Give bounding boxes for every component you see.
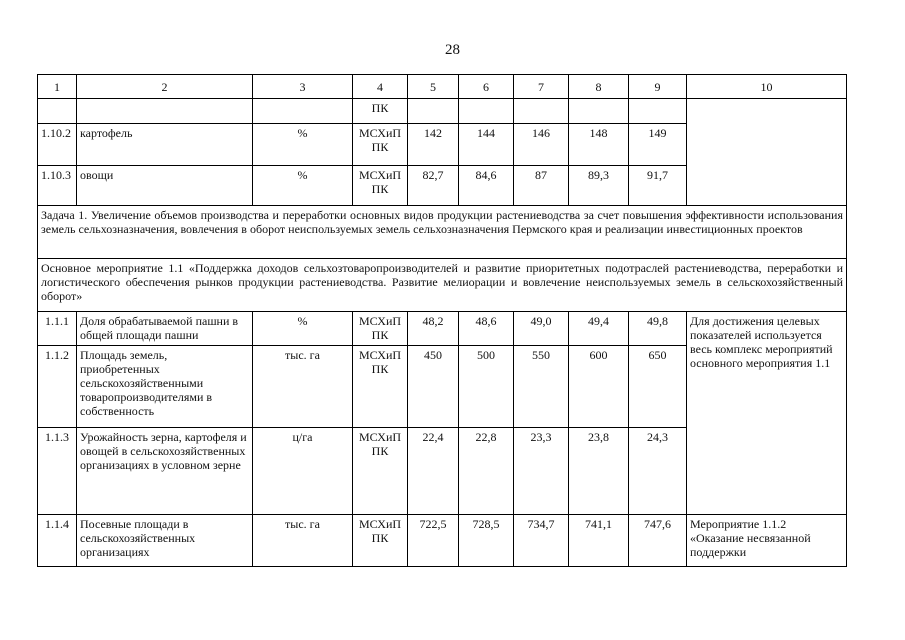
row-value: 450 bbox=[408, 346, 459, 428]
row-value: 650 bbox=[629, 346, 687, 428]
row-value: 142 bbox=[408, 124, 459, 166]
row-value bbox=[629, 99, 687, 124]
table-row bbox=[38, 515, 847, 567]
row-name: Урожайность зерна, картофеля и овощей в сельскохозяйственных организациях в условном зерне bbox=[77, 428, 253, 515]
row-id: 1.1.1 bbox=[38, 312, 77, 346]
row-unit: тыс. га bbox=[253, 346, 353, 428]
header-cell: 1 bbox=[38, 75, 77, 99]
table-header-row bbox=[38, 75, 847, 99]
row-value: 48,2 bbox=[408, 312, 459, 346]
row-id bbox=[38, 99, 77, 124]
row-value bbox=[408, 99, 459, 124]
row-org: МСХиП ПК bbox=[353, 346, 408, 428]
row-value: 22,8 bbox=[459, 428, 514, 515]
row-value: 49,8 bbox=[629, 312, 687, 346]
row-value: 87 bbox=[514, 166, 569, 206]
row-value bbox=[569, 99, 629, 124]
row-value: 23,3 bbox=[514, 428, 569, 515]
row-name: Посевные площади в сельскохозяйственных организациях bbox=[77, 515, 253, 567]
header-cell: 9 bbox=[629, 75, 687, 99]
page-number: 28 bbox=[445, 42, 460, 58]
row-value: 747,6 bbox=[629, 515, 687, 567]
row-org: МСХиП ПК bbox=[353, 124, 408, 166]
event-row bbox=[38, 259, 847, 312]
header-cell: 4 bbox=[353, 75, 408, 99]
row-id: 1.1.3 bbox=[38, 428, 77, 515]
row-value: 89,3 bbox=[569, 166, 629, 206]
row-name bbox=[77, 99, 253, 124]
table-row bbox=[38, 312, 847, 346]
row-note-empty bbox=[687, 99, 847, 206]
header-cell: 10 bbox=[687, 75, 847, 99]
row-org: ПК bbox=[353, 99, 408, 124]
row-value: 144 bbox=[459, 124, 514, 166]
row-value: 550 bbox=[514, 346, 569, 428]
row-value: 24,3 bbox=[629, 428, 687, 515]
row-value: 148 bbox=[569, 124, 629, 166]
row-value: 49,4 bbox=[569, 312, 629, 346]
row-value: 722,5 bbox=[408, 515, 459, 567]
header-cell: 5 bbox=[408, 75, 459, 99]
row-value bbox=[514, 99, 569, 124]
event-text: Основное мероприятие 1.1 «Поддержка доходов сельхозтоваропроизводителей и развитие приоритетных подотраслей растениеводства, переработки и логистического обеспечения рынков продукции растениеводства. Развитие мелиорации и вовлечение неиспользуемых земель в сельскохозяйственный оборот» bbox=[38, 259, 847, 312]
row-org: МСХиП ПК bbox=[353, 515, 408, 567]
row-value: 146 bbox=[514, 124, 569, 166]
row-unit: % bbox=[253, 166, 353, 206]
row-org: МСХиП ПК bbox=[353, 312, 408, 346]
task-row bbox=[38, 206, 847, 259]
row-value: 741,1 bbox=[569, 515, 629, 567]
row-value: 728,5 bbox=[459, 515, 514, 567]
row-note: Мероприятие 1.1.2 «Оказание несвязанной поддержки bbox=[687, 515, 847, 567]
header-cell: 2 bbox=[77, 75, 253, 99]
header-cell: 8 bbox=[569, 75, 629, 99]
indicators-table bbox=[37, 74, 847, 567]
row-unit: тыс. га bbox=[253, 515, 353, 567]
row-org: МСХиП ПК bbox=[353, 166, 408, 206]
row-value: 91,7 bbox=[629, 166, 687, 206]
row-value: 500 bbox=[459, 346, 514, 428]
row-org: МСХиП ПК bbox=[353, 428, 408, 515]
row-unit: % bbox=[253, 312, 353, 346]
header-cell: 7 bbox=[514, 75, 569, 99]
row-name: Доля обрабатываемой пашни в общей площади пашни bbox=[77, 312, 253, 346]
row-value: 22,4 bbox=[408, 428, 459, 515]
row-unit bbox=[253, 99, 353, 124]
row-value: 82,7 bbox=[408, 166, 459, 206]
row-value: 149 bbox=[629, 124, 687, 166]
row-name: картофель bbox=[77, 124, 253, 166]
row-note: Для достижения целевых показателей используется весь комплекс мероприятий основного мероприятия 1.1 bbox=[687, 312, 847, 515]
row-value: 23,8 bbox=[569, 428, 629, 515]
row-id: 1.10.3 bbox=[38, 166, 77, 206]
row-id: 1.10.2 bbox=[38, 124, 77, 166]
task-text: Задача 1. Увеличение объемов производства и переработки основных видов продукции растениеводства за счет повышения эффективности использования земель сельхозназначения, вовлечения в оборот неиспользуемых земель сельхозназначения Пермского края и реализации инвестиционных проектов bbox=[38, 206, 847, 259]
row-value: 600 bbox=[569, 346, 629, 428]
header-cell: 3 bbox=[253, 75, 353, 99]
row-value: 48,6 bbox=[459, 312, 514, 346]
row-id: 1.1.2 bbox=[38, 346, 77, 428]
row-id: 1.1.4 bbox=[38, 515, 77, 567]
row-value: 49,0 bbox=[514, 312, 569, 346]
header-cell: 6 bbox=[459, 75, 514, 99]
row-unit: % bbox=[253, 124, 353, 166]
row-unit: ц/га bbox=[253, 428, 353, 515]
row-name: овощи bbox=[77, 166, 253, 206]
row-name: Площадь земель, приобретенных сельскохозяйственными товаропроизводителями в собственность bbox=[77, 346, 253, 428]
row-value: 84,6 bbox=[459, 166, 514, 206]
table-row bbox=[38, 99, 847, 124]
row-value bbox=[459, 99, 514, 124]
row-value: 734,7 bbox=[514, 515, 569, 567]
